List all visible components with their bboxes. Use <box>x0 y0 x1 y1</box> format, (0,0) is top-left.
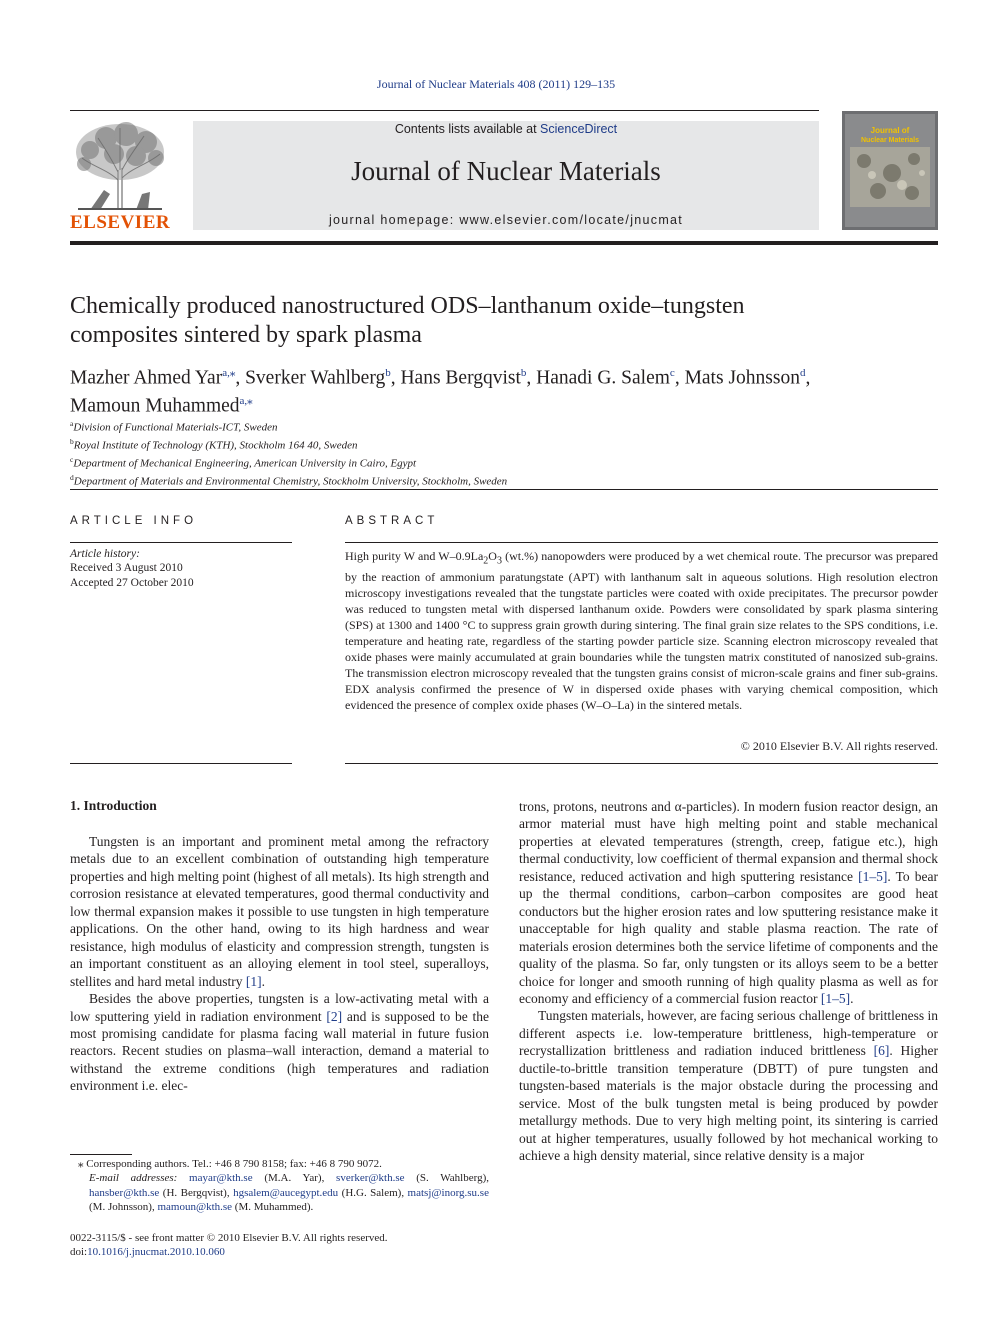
author-affiliation-mark[interactable]: b <box>385 367 391 379</box>
email-link[interactable]: hansber@kth.se <box>89 1186 160 1199</box>
body-column-left <box>70 833 489 1094</box>
article-title-line1: Chemically produced nanostructured ODS–lanthanum oxide–tungsten <box>70 293 745 319</box>
author-name[interactable]: Hans Bergqvist <box>400 367 521 389</box>
divider <box>70 489 938 490</box>
email-addresses <box>70 1171 489 1214</box>
contents-prefix: Contents lists available at <box>394 122 541 136</box>
author-affiliation-mark[interactable]: b <box>520 367 527 379</box>
elsevier-wordmark: ELSEVIER <box>70 212 171 233</box>
affiliation-text: Division of Functional Materials-ICT, Sweden <box>73 421 278 434</box>
affiliation-key: c <box>70 454 74 464</box>
received-date: Received 3 August 2010 <box>70 562 183 575</box>
email-owner: (H. Bergqvist), <box>159 1186 234 1199</box>
text: Besides the above properties, tungsten is a low-activating metal with a low sputtering yield in radiation environment <box>70 991 489 1024</box>
email-owner: (M. Johnsson), <box>89 1200 158 1213</box>
email-link[interactable]: hgsalem@aucegypt.edu <box>233 1186 339 1199</box>
sciencedirect-link[interactable]: ScienceDirect <box>540 122 618 136</box>
journal-homepage[interactable]: journal homepage: www.elsevier.com/locate/jnucmat <box>328 213 684 227</box>
text: Tungsten materials, however, are facing serious challenge of brittleness in different aspects i.e. low-temperature brittleness, high-temperature or recrystallization brittleness and radiation induced brittleness <box>519 1008 938 1059</box>
affiliation-list <box>70 417 870 489</box>
author-name[interactable]: Mamoun Muhammed <box>70 395 240 416</box>
paragraph <box>70 990 489 1094</box>
abstract-heading: ABSTRACT <box>345 515 439 527</box>
affiliation-item <box>70 435 870 453</box>
paragraph <box>519 1007 938 1164</box>
author-list: Mazher Ahmed Yar$^{a,⁎}$, Sverker Wahlberg$^b$, Hans Bergqvist$^b$, Hanadi G. Salem$^c$, Mats Johnsson$^d$, Mamoun Muhammed$^{a,⁎}$ <box>70 367 811 416</box>
journal-title: Journal of Nuclear Materials <box>351 156 661 186</box>
copyright-notice: © 2010 Elsevier B.V. All rights reserved. <box>740 739 938 753</box>
publication-info <box>70 1231 489 1260</box>
history-label: Article history: <box>70 548 140 560</box>
email-link[interactable]: sverker@kth.se <box>336 1172 405 1185</box>
journal-reference[interactable]: Journal of Nuclear Materials 408 (2011) 129–135 <box>376 77 616 91</box>
divider <box>345 763 938 764</box>
email-owner: (M. Muhammed). <box>232 1200 314 1213</box>
accepted-date: Accepted 27 October 2010 <box>70 576 194 589</box>
text: . Higher ductile-to-brittle transition temperature (DBTT) of pure tungsten and tungsten-based materials is the major obstacle during the processing and service. Most of the bulk tungsten metal is being produced by powder metallurgy methods. Due to very high melting point, its sintering is carried out at higher temperatures, usually followed by hot mechanical working to achieve a high density material, since relative density is a major <box>519 1043 938 1164</box>
affiliation-key: b <box>70 436 74 446</box>
author-name[interactable]: Mazher Ahmed Yar <box>70 367 223 389</box>
body-column-right <box>519 798 938 1165</box>
affiliation-text: Department of Materials and Environmental Chemistry, Stockholm University, Stockholm, Sweden <box>73 475 508 488</box>
author-name[interactable]: Hanadi G. Salem <box>536 367 670 389</box>
contents-line <box>193 122 819 136</box>
divider <box>70 542 292 543</box>
header-thick-rule <box>70 241 938 245</box>
abstract-text-part: (wt.%) nanopowders were produced by a wet chemical route. The precursor was prepared by the reaction of ammonium paratungstate (APT) with lanthanum salt in aqueous solutions. High resolution electron microscopy investigations revealed that the tungstate particles were coated with oxide precipitates. The precursor powder was reduced to tungsten metal with dispersed lanthanum oxide. Powders were consolidated by spark plasma sintering (SPS) at 1300 and 1400 °C to suppress grain growth during sintering. The final grain size relates to the SPS conditions, i.e. temperature and heating rate, regardless of the starting powder particle size. Scanning electron microscopy revealed that oxide phases were mainly accumulated at grain boundaries while the tungsten matrix constituted of nanosized sub-grains. The transmission electron microscopy revealed that the tungsten grains consist of micron-scale grains and finer sub-grains. EDX analysis confirmed the presence of W in dispersed oxide phases with varying chemical composition, which evidenced the presence of complex oxide phases (W–O–La) in the sintered metals. <box>345 549 938 713</box>
text: and is supposed to be the most promising candidate for plasma facing wall material in future fusion reactors. Recent studies on plasma–wall interaction, demand a material to withstand the extreme conditions (high temperatures and radiation environment i.e. elec- <box>70 1008 489 1094</box>
email-link[interactable]: mamoun@kth.se <box>157 1200 233 1213</box>
abstract-text-part: O <box>488 549 497 563</box>
affiliation-key: a <box>70 419 74 428</box>
author-affiliation-mark[interactable]: a,⁎ <box>222 367 236 379</box>
author-affiliation-mark[interactable]: a,⁎ <box>239 394 253 407</box>
email-link[interactable]: mayar@kth.se <box>189 1172 253 1185</box>
cover-title-line2: Nuclear Materials <box>861 137 919 144</box>
affiliation-item <box>70 453 870 471</box>
doi-label: doi: <box>70 1246 88 1259</box>
text: . <box>261 973 265 989</box>
issn-line: 0022-3115/$ - see front matter © 2010 Elsevier B.V. All rights reserved. <box>70 1232 388 1244</box>
email-owner: (S. Wahlberg), <box>404 1172 489 1185</box>
cover-title-line1: Journal of <box>870 126 910 135</box>
text: Tungsten is an important and prominent metal among the refractory metals due to an excellent combination of outstanding high temperature properties and high melting point (highest of all metals). Its high strength and corrosion resistance at elevated temperatures, good thermal conductivity and low thermal expansion makes it possible to use tungsten in high temperature applications. On the other hand, owing to its high hardness and wear resistance, high modulus of elasticity and compression strength, tungsten is an important constituent as an alloying element in tool steel, superalloys, stellites and hard metal industry <box>70 834 489 989</box>
journal-cover-image <box>842 111 938 230</box>
section-heading: 1. Introduction <box>70 798 157 813</box>
author-affiliation-mark[interactable]: d <box>799 367 806 379</box>
doi-link[interactable]: 10.1016/j.jnucmat.2010.10.060 <box>87 1246 225 1259</box>
affiliation-item <box>70 417 870 435</box>
divider <box>70 763 292 764</box>
subscript: 3 <box>496 555 502 567</box>
email-owner: (M.A. Yar), <box>252 1172 337 1185</box>
citation-link[interactable]: [6] <box>873 1043 890 1059</box>
article-info-heading: ARTICLE INFO <box>70 515 198 527</box>
citation-link[interactable]: [1–5] <box>858 868 888 884</box>
citation-link[interactable]: [1–5] <box>820 990 851 1006</box>
affiliation-text: Department of Mechanical Engineering, American University in Cairo, Egypt <box>73 457 417 470</box>
affiliation-item <box>70 471 870 489</box>
abstract-text-part: High purity W and W–0.9La <box>345 549 484 563</box>
citation-link[interactable]: [1] <box>245 973 262 989</box>
doi-line <box>70 1245 489 1259</box>
footnote-rule <box>70 1154 132 1155</box>
article-history <box>70 547 292 590</box>
paragraph-continued: trons, protons, neutrons and α-particles). In modern fusion reactor design, an armor material must have high melting point and stable mechanical properties at elevated temperatures (strength, creep, fatigue etc.), high thermal conductivity, low coefficient of thermal expansion and thermal shock resistance, reduced activation and high sputtering resistance [1–5]. To bear up the thermal conditions, carbon–carbon composites are good heat conductors but the higher erosion rates and low sputtering resistance make it unacceptable for high quality and stable plasma reaction. The rate of materials erosion determines both the service lifetime of components and the quality of the plasma. So far, only tungsten or its alloys seem to be a better choice for longer and smooth running of high quality plasma as well as for economy and efficiency of a commercial fusion reactor [1–5]. <box>519 799 938 1006</box>
subscript: 2 <box>483 555 489 567</box>
author-name[interactable]: Sverker Wahlberg <box>245 367 386 389</box>
affiliation-key: d <box>70 472 74 482</box>
affiliation-text: Royal Institute of Technology (KTH), Stockholm 164 40, Sweden <box>73 439 358 452</box>
citation-link[interactable]: [2] <box>326 1008 343 1024</box>
email-link[interactable]: matsj@inorg.su.se <box>407 1186 489 1199</box>
footnotes <box>70 1157 489 1214</box>
abstract-text <box>345 548 938 713</box>
email-owner: (H.G. Salem), <box>338 1186 408 1199</box>
divider <box>345 542 938 543</box>
header-top-rule <box>70 110 819 111</box>
article-title-line2: composites sintered by spark plasma <box>70 322 422 348</box>
article-title <box>70 292 870 350</box>
paragraph <box>70 833 489 990</box>
corresponding-author-note: ⁎ Corresponding authors. Tel.: +46 8 790 8158; fax: +46 8 790 9072. <box>78 1158 382 1170</box>
email-label: E-mail addresses: <box>89 1172 178 1185</box>
author-name[interactable]: Mats Johnsson <box>684 367 800 389</box>
author-affiliation-mark[interactable]: c <box>669 367 675 379</box>
